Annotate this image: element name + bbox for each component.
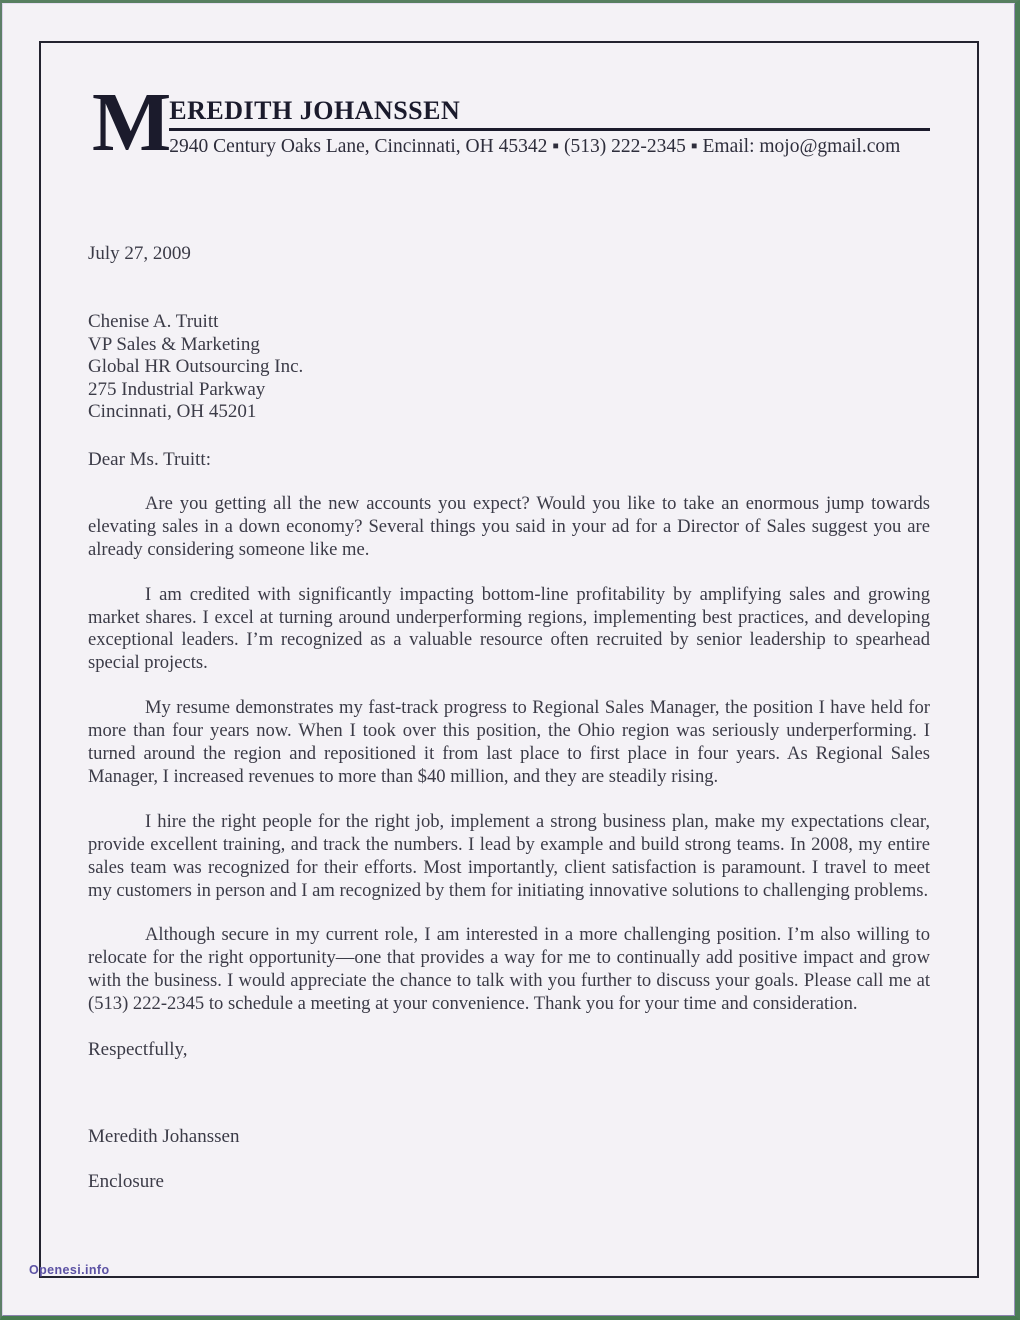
- recipient-company: Global HR Outsourcing Inc.: [88, 356, 304, 378]
- recipient-city: Cincinnati, OH 45201: [88, 401, 257, 423]
- closing: Respectfully,: [88, 1039, 188, 1061]
- paragraph-1: Are you getting all the new accounts you expect? Would you like to take an enormous jump towards elevating sales in a down economy? Several things you said in your ad for a Director of Sales suggest you are already considering someone like me.: [88, 492, 930, 560]
- paragraph-2: I am credited with significantly impacting bottom-line profitability by amplifying sales and growing market shares. I excel at turning around underperforming regions, implementing best practices, and developing exceptional leaders. I’m recognized as a valuable resource often recruited by senior leadership to spearhead special projects.: [88, 583, 930, 674]
- watermark: Openesi.info: [29, 1263, 110, 1277]
- recipient-street: 275 Industrial Parkway: [88, 378, 266, 400]
- letterhead: [88, 76, 930, 169]
- letter-content: [88, 4, 930, 1193]
- paragraph-4: I hire the right people for the right job, implement a strong business plan, make my expectations clear, provide excellent training, and track the numbers. I lead by example and build strong teams. In 2008, my entire sales team was recognized for their efforts. Most importantly, client satisfaction is paramount. I travel to meet my customers in person and I am recognized by them for initiating innovative solutions to challenging problems.: [88, 810, 930, 901]
- recipient-block: [88, 311, 930, 424]
- page-mat: [2, 3, 1015, 1316]
- letterhead-contact-line: 2940 Century Oaks Lane, Cincinnati, OH 45342 ▪ (513) 222-2345 ▪ Email: mojo@gmail.com: [169, 136, 901, 157]
- letterhead-name: EREDITH JOHANSSEN: [169, 90, 930, 131]
- salutation: Dear Ms. Truitt:: [88, 448, 211, 470]
- enclosure-note: Enclosure: [88, 1171, 164, 1193]
- recipient-title: VP Sales & Marketing: [88, 333, 260, 355]
- monogram-initial: M: [92, 76, 170, 169]
- signature-name: Meredith Johanssen: [88, 1126, 240, 1148]
- letter-date: July 27, 2009: [88, 243, 191, 265]
- letterhead-main: [169, 90, 930, 158]
- recipient-name: Chenise A. Truitt: [88, 311, 219, 333]
- paragraph-5: Although secure in my current role, I am interested in a more challenging position. I’m also willing to relocate for the right opportunity—one that provides a way for me to continually add positive impact and grow with the business. I would appreciate the chance to talk with you further to discuss your goals. Please call me at (513) 222-2345 to schedule a meeting at your convenience. Thank you for your time and consideration.: [88, 924, 930, 1015]
- paragraph-3: My resume demonstrates my fast-track progress to Regional Sales Manager, the position I have held for more than four years now. When I took over this position, the Ohio region was seriously underperforming. I turned around the region and repositioned it from last place to first place in four years. As Regional Sales Manager, I increased revenues to more than $40 million, and they are steadily rising.: [88, 697, 930, 787]
